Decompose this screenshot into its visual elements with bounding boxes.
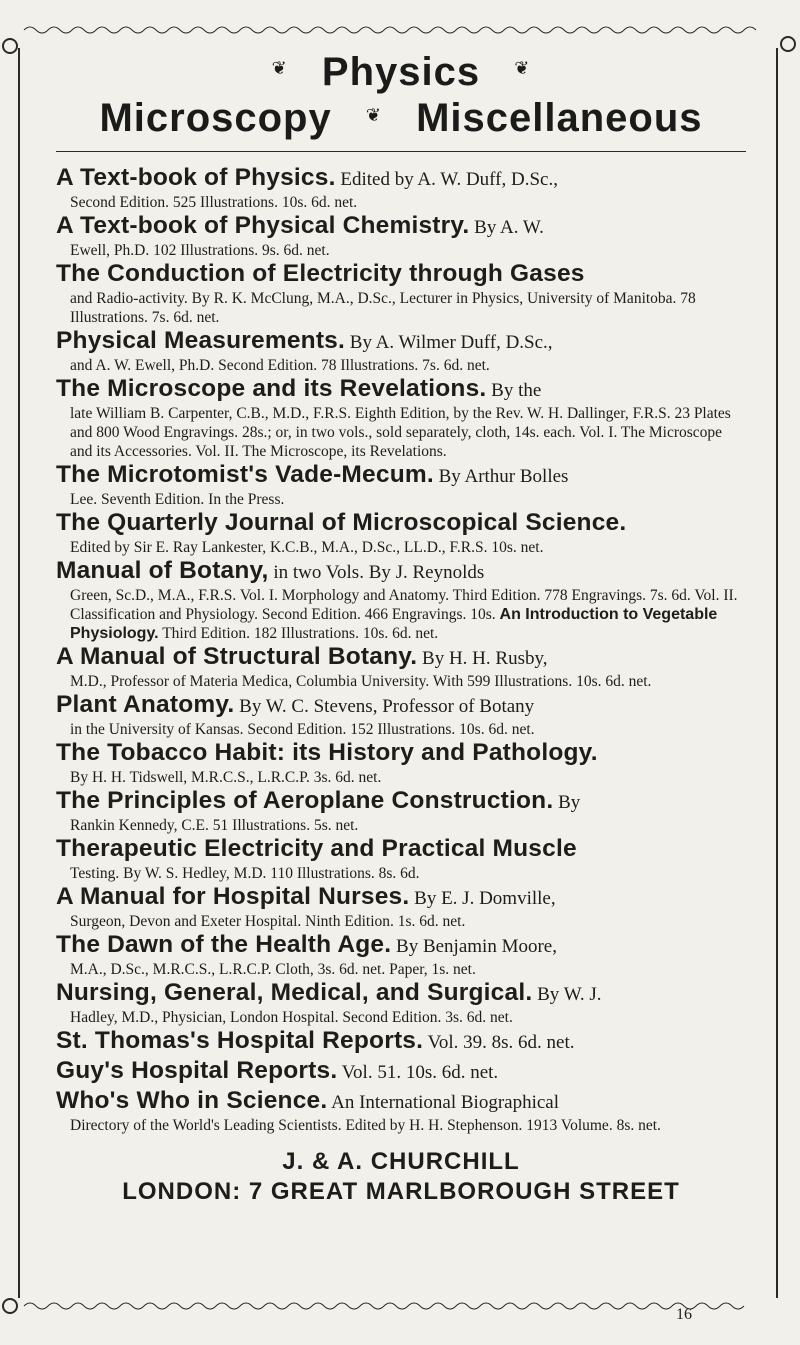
book-entry xyxy=(56,260,746,327)
book-entry xyxy=(56,164,746,212)
book-details: Edited by Sir E. Ray Lankester, K.C.B., M.A., D.Sc., LL.D., F.R.S. 10s. net. xyxy=(70,539,544,557)
book-entry xyxy=(56,883,746,931)
page-number: 16 xyxy=(676,1306,692,1323)
book-byline: By A. Wilmer Duff, D.Sc., xyxy=(349,332,553,354)
leaf-ornament-icon: ❦ xyxy=(271,58,288,79)
book-title: Guy's Hospital Reports. xyxy=(56,1057,338,1085)
book-byline: Vol. 39. 8s. 6d. net. xyxy=(427,1032,575,1054)
book-entry xyxy=(56,979,746,1027)
book-details: Surgeon, Devon and Exeter Hospital. Ninth Edition. 1s. 6d. net. xyxy=(70,913,466,931)
book-title: Who's Who in Science. xyxy=(56,1087,328,1115)
book-byline: in two Vols. By J. Reynolds xyxy=(273,562,485,584)
book-entry xyxy=(56,643,746,691)
book-details: Ewell, Ph.D. 102 Illustrations. 9s. 6d. net. xyxy=(70,242,330,260)
leaf-ornament-icon: ❦ xyxy=(514,58,531,79)
book-entry xyxy=(56,557,746,643)
book-entry xyxy=(56,931,746,979)
book-title: The Microscope and its Revelations. xyxy=(56,375,487,403)
book-title: A Text-book of Physical Chemistry. xyxy=(56,212,470,240)
header-rule xyxy=(56,151,746,153)
book-byline: An International Biographical xyxy=(331,1092,560,1114)
book-byline: By the xyxy=(491,380,542,402)
book-title: Therapeutic Electricity and Practical Muscle xyxy=(56,835,577,863)
publisher-name: J. & A. CHURCHILL xyxy=(282,1148,520,1176)
book-details: Testing. By W. S. Hedley, M.D. 110 Illustrations. 8s. 6d. xyxy=(70,865,420,883)
book-details: Second Edition. 525 Illustrations. 10s. 6d. net. xyxy=(70,194,358,212)
publisher-footer xyxy=(56,1147,746,1207)
book-title: Plant Anatomy. xyxy=(56,691,235,719)
book-title: Manual of Botany, xyxy=(56,557,269,585)
book-title: Physical Measurements. xyxy=(56,327,346,355)
book-byline: By Arthur Bolles xyxy=(438,466,569,488)
book-details: and Radio-activity. By R. K. McClung, M.A., D.Sc., Lecturer in Physics, University of Manitoba. 78 Illustrations. 7s. 6d. net. xyxy=(70,290,696,327)
book-entry xyxy=(56,375,746,461)
book-byline: Vol. 51. 10s. 6d. net. xyxy=(341,1062,499,1084)
catalogue-page xyxy=(56,50,746,1207)
frame-right-border xyxy=(776,48,778,1298)
book-details xyxy=(56,586,746,643)
book-byline: By W. J. xyxy=(537,984,602,1006)
book-entry xyxy=(56,691,746,739)
book-title: The Dawn of the Health Age. xyxy=(56,931,392,959)
book-title: A Text-book of Physics. xyxy=(56,164,336,192)
book-details: By H. H. Tidswell, M.R.C.S., L.R.C.P. 3s. 6d. net. xyxy=(70,769,382,787)
book-details-text: Green, Sc.D., M.A., F.R.S. Vol. I. Morphology and Anatomy. Third Edition. 778 Engravings. 7s. 6d. Vol. II. Classification and Physiology. Second Edition. 466 Engravings. 10s. xyxy=(70,587,738,624)
header-title-microscopy: Microscopy xyxy=(99,96,332,141)
book-title: A Manual of Structural Botany. xyxy=(56,643,418,671)
page-header xyxy=(56,50,746,143)
book-details: Rankin Kennedy, C.E. 51 Illustrations. 5s. net. xyxy=(70,817,359,835)
header-title-physics: Physics xyxy=(321,50,481,94)
book-entry xyxy=(56,1027,746,1057)
book-details-text: Third Edition. 182 Illustrations. 10s. 6d. net. xyxy=(162,625,439,643)
corner-ring-bottom-left xyxy=(2,1298,18,1314)
book-entry xyxy=(56,461,746,509)
book-byline: By Benjamin Moore, xyxy=(396,936,557,958)
book-details: late William B. Carpenter, C.B., M.D., F.R.S. Eighth Edition, by the Rev. W. H. Dallinger, F.R.S. 23 Plates and 800 Wood Engravings. 28s.; or, in two vols., sold separately, cloth, 14s. each. Vol. I. The Microscope and its Accessories. Vol. II. The Microscope, its Revelations. xyxy=(70,405,731,461)
book-details: Directory of the World's Leading Scientists. Edited by H. H. Stephenson. 1913 Volume. 8s. net. xyxy=(70,1117,661,1135)
header-title-miscellaneous: Miscellaneous xyxy=(416,96,703,141)
book-byline: By H. H. Rusby, xyxy=(422,648,548,670)
book-entry xyxy=(56,212,746,260)
book-entry xyxy=(56,787,746,835)
book-entry xyxy=(56,1087,746,1135)
related-book-title: An Introduction to Vegetable Physiology. xyxy=(70,606,718,643)
corner-ring-top-left xyxy=(2,38,18,54)
book-title: St. Thomas's Hospital Reports. xyxy=(56,1027,424,1055)
book-byline: Edited by A. W. Duff, D.Sc., xyxy=(340,169,558,191)
book-title: The Conduction of Electricity through Gases xyxy=(56,260,585,288)
book-title: Nursing, General, Medical, and Surgical. xyxy=(56,979,533,1007)
book-byline: By A. W. xyxy=(474,217,544,239)
book-list xyxy=(56,164,746,1135)
book-byline: By xyxy=(558,792,581,814)
book-details: Hadley, M.D., Physician, London Hospital. Second Edition. 3s. 6d. net. xyxy=(70,1009,513,1027)
book-title: The Tobacco Habit: its History and Pathology. xyxy=(56,739,598,767)
book-entry xyxy=(56,739,746,787)
book-details: Lee. Seventh Edition. In the Press. xyxy=(70,491,285,509)
book-title: The Principles of Aeroplane Construction. xyxy=(56,787,554,815)
corner-ring-top-right xyxy=(780,36,796,52)
book-entry xyxy=(56,1057,746,1087)
book-byline: By W. C. Stevens, Professor of Botany xyxy=(239,696,535,718)
book-details: and A. W. Ewell, Ph.D. Second Edition. 78 Illustrations. 7s. 6d. net. xyxy=(70,357,490,375)
book-byline: By E. J. Domville, xyxy=(414,888,556,910)
book-details: M.A., D.Sc., M.R.C.S., L.R.C.P. Cloth, 3s. 6d. net. Paper, 1s. net. xyxy=(70,961,476,979)
book-entry xyxy=(56,509,746,557)
frame-left-border xyxy=(18,48,20,1298)
book-entry xyxy=(56,835,746,883)
book-title: A Manual for Hospital Nurses. xyxy=(56,883,410,911)
book-title: The Microtomist's Vade-Mecum. xyxy=(56,461,434,489)
book-title: The Quarterly Journal of Microscopical Science. xyxy=(56,509,627,537)
leaf-ornament-icon: ❦ xyxy=(365,104,382,125)
book-details: M.D., Professor of Materia Medica, Columbia University. With 599 Illustrations. 10s. 6d. net. xyxy=(70,673,652,691)
book-entry xyxy=(56,327,746,375)
publisher-address: LONDON: 7 GREAT MARLBOROUGH STREET xyxy=(122,1178,680,1206)
book-details: in the University of Kansas. Second Edition. 152 Illustrations. 10s. 6d. net. xyxy=(70,721,535,739)
